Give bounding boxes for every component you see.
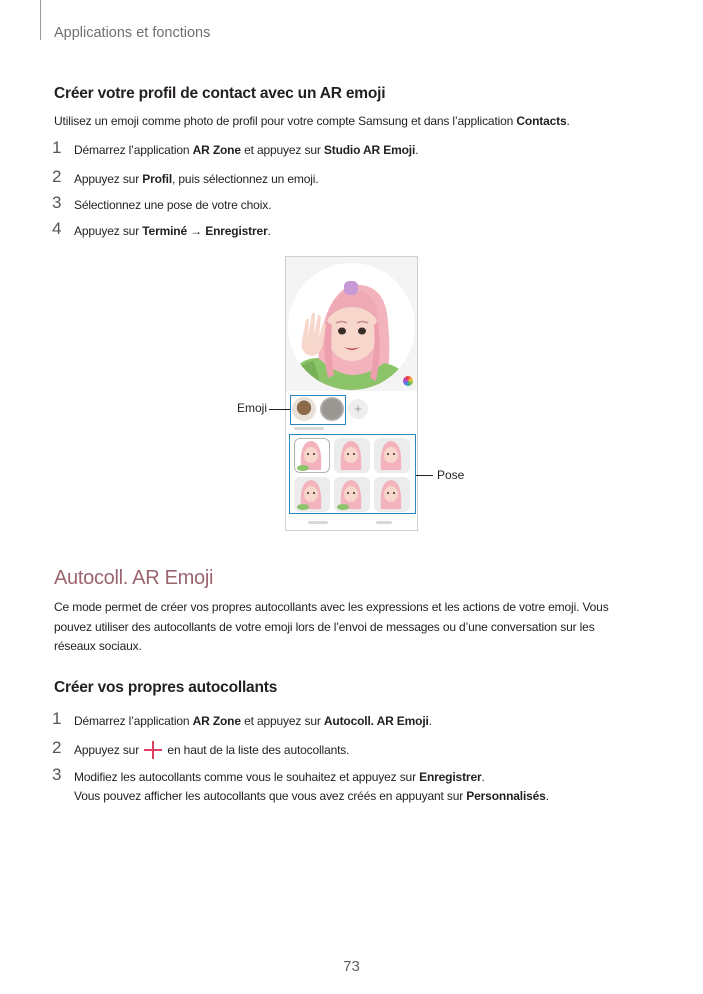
intro-end: . xyxy=(566,114,570,128)
note-end: . xyxy=(545,789,549,803)
step-text xyxy=(74,172,318,186)
pose-callout-box xyxy=(289,434,416,514)
step-text xyxy=(74,198,271,212)
step-number: 2 xyxy=(52,738,62,757)
section-heading-profile: Créer votre profil de contact avec un AR emoji xyxy=(54,85,386,102)
step-bold-term: Profil xyxy=(142,172,173,186)
step-text-run: Appuyez sur xyxy=(74,743,143,757)
step-number: 3 xyxy=(52,765,62,784)
step-text-run: et appuyez sur xyxy=(240,714,324,728)
step-bold-term: Studio AR Emoji xyxy=(323,143,416,157)
step3-note xyxy=(74,789,549,803)
step-number: 1 xyxy=(52,709,62,728)
step-text xyxy=(74,743,349,757)
step-bold-term: Autocoll. AR Emoji xyxy=(323,714,429,728)
emoji-callout-label: Emoji xyxy=(237,401,268,415)
section2-paragraph-line-1: Ce mode permet de créer vos propres autocollants avec les expressions et les actions de votre emoji. Vous xyxy=(54,600,609,614)
step-number: 4 xyxy=(52,219,62,238)
chapter-title: Applications et fonctions xyxy=(54,25,211,41)
intro-bold-contacts: Contacts xyxy=(516,114,567,128)
section-title-autocoll: Autocoll. AR Emoji xyxy=(54,567,214,589)
step-text-run: Sélectionnez une pose de votre choix. xyxy=(74,198,272,212)
step-text-run: Appuyez sur xyxy=(74,172,143,186)
step-text-run: Démarrez l’application xyxy=(74,143,193,157)
step-text-run: Appuyez sur xyxy=(74,224,143,238)
note-bold-personnalises: Personnalisés xyxy=(466,789,546,803)
emoji-callout-box xyxy=(290,395,346,425)
step-text-run: Démarrez l’application xyxy=(74,714,193,728)
step-number: 1 xyxy=(52,138,62,157)
step-text xyxy=(74,224,271,238)
step-text-run: Modifiez les autocollants comme vous le souhaitez et appuyez sur xyxy=(74,770,420,784)
color-palette-icon[interactable] xyxy=(403,376,413,386)
plus-icon xyxy=(144,744,162,756)
step-text-run: en haut de la liste des autocollants. xyxy=(164,743,350,757)
emoji-callout-line xyxy=(269,409,290,410)
note-text: Vous pouvez afficher les autocollants que vous avez créés en appuyant sur xyxy=(74,789,467,803)
step-text-run: . xyxy=(415,143,419,157)
step-text xyxy=(74,143,418,157)
intro-paragraph xyxy=(54,114,570,128)
step-text-run: , puis sélectionnez un emoji. xyxy=(172,172,319,186)
step-text xyxy=(74,770,485,784)
section2-paragraph-line-2: pouvez utiliser des autocollants de votre emoji lors de l’envoi de messages ou d’une conversation sur les xyxy=(54,620,595,634)
step-number: 3 xyxy=(52,193,62,212)
step-text xyxy=(74,714,432,728)
step-text-run: . xyxy=(428,714,432,728)
intro-text: Utilisez un emoji comme photo de profil pour votre compte Samsung et dans l’application xyxy=(54,114,517,128)
header-divider xyxy=(40,0,41,40)
section-heading-stickers: Créer vos propres autocollants xyxy=(54,679,278,696)
step-text-run: . xyxy=(481,770,485,784)
page-number: 73 xyxy=(343,958,360,975)
step-bold-term: AR Zone xyxy=(192,714,241,728)
step-text-run: et appuyez sur xyxy=(240,143,324,157)
pose-callout-line xyxy=(416,475,433,476)
add-emoji-icon[interactable]: + xyxy=(348,399,368,419)
ar-emoji-avatar-icon xyxy=(288,263,415,390)
step-text-run: . xyxy=(267,224,271,238)
step-bold-term: AR Zone xyxy=(192,143,241,157)
pose-callout-label: Pose xyxy=(437,468,465,482)
step-bold-term: Enregistrer xyxy=(205,224,268,238)
step-number: 2 xyxy=(52,167,62,186)
section2-paragraph-line-3: réseaux sociaux. xyxy=(54,639,142,653)
profile-avatar-preview xyxy=(288,263,415,390)
step-text-run: → xyxy=(187,224,206,238)
step-bold-term: Terminé xyxy=(142,224,187,238)
step-bold-term: Enregistrer xyxy=(419,770,482,784)
